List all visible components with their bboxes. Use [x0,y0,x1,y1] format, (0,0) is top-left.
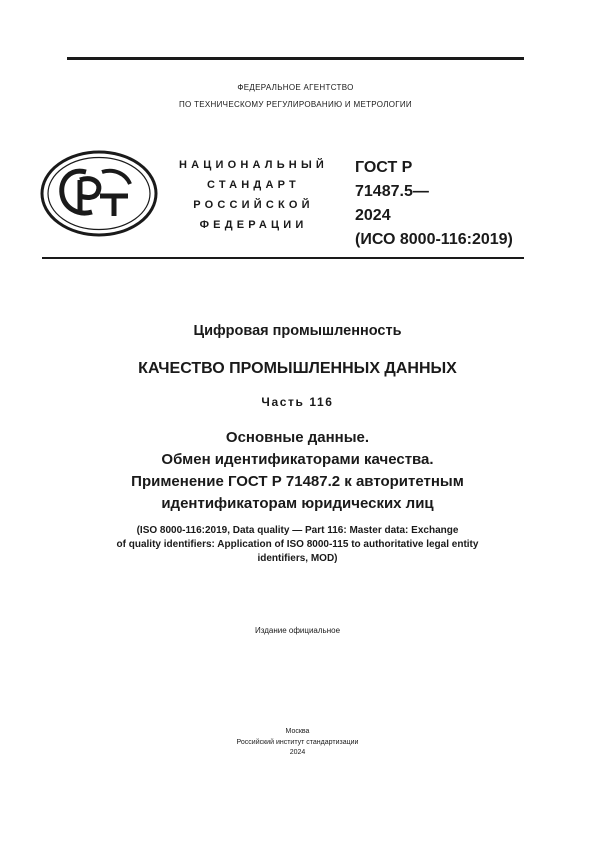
header-rule [42,257,524,259]
iso-reference-line-2: of quality identifiers: Application of ISO 8000-115 to authoritative legal entity [116,539,479,550]
imprint-year: 2024 [289,749,306,756]
agency-line-2: ПО ТЕХНИЧЕСКОМУ РЕГУЛИРОВАНИЮ И МЕТРОЛОГИИ [179,100,412,109]
imprint-city: Москва [285,728,310,735]
edition-label: Издание официальное [254,626,341,635]
series-title: Цифровая промышленность [193,323,402,339]
national-standard-line-4: ФЕДЕРАЦИИ [199,219,308,231]
iso-reference-line-1: (ISO 8000-116:2019, Data quality — Part 116: Master data: Exchange [136,525,459,536]
designation-line-4: (ИСО 8000-116:2019) [355,231,513,248]
national-standard-line-2: СТАНДАРТ [207,179,300,191]
agency-line-1: ФЕДЕРАЛЬНОЕ АГЕНТСТВО [237,83,354,92]
designation-line-3: 2024 [355,207,391,224]
designation-line-1: ГОСТ Р [355,159,413,176]
national-standard-label [176,155,331,235]
subtitle-line-2: Обмен идентификаторами качества. [161,451,434,468]
national-standard-line-3: РОССИЙСКОЙ [193,199,314,211]
standard-designation [355,156,513,252]
designation-line-2: 71487.5— [355,183,429,200]
subtitle-line-1: Основные данные. [225,429,370,446]
imprint-publisher: Российский институт стандартизации [236,738,359,746]
subtitle-line-3: Применение ГОСТ Р 71487.2 к авторитетным [131,473,464,490]
part-label: Часть 116 [261,395,334,409]
subtitle [0,427,595,515]
subtitle-line-4: идентификаторам юридических лиц [161,495,434,512]
imprint [0,727,595,759]
national-standard-line-1: НАЦИОНАЛЬНЫЙ [178,159,329,171]
iso-reference [0,524,595,566]
top-rule [67,57,524,60]
iso-reference-line-3: identifiers, MOD) [257,553,338,564]
rst-certification-mark-icon [40,150,158,237]
main-title: КАЧЕСТВО ПРОМЫШЛЕННЫХ ДАННЫХ [138,360,457,377]
